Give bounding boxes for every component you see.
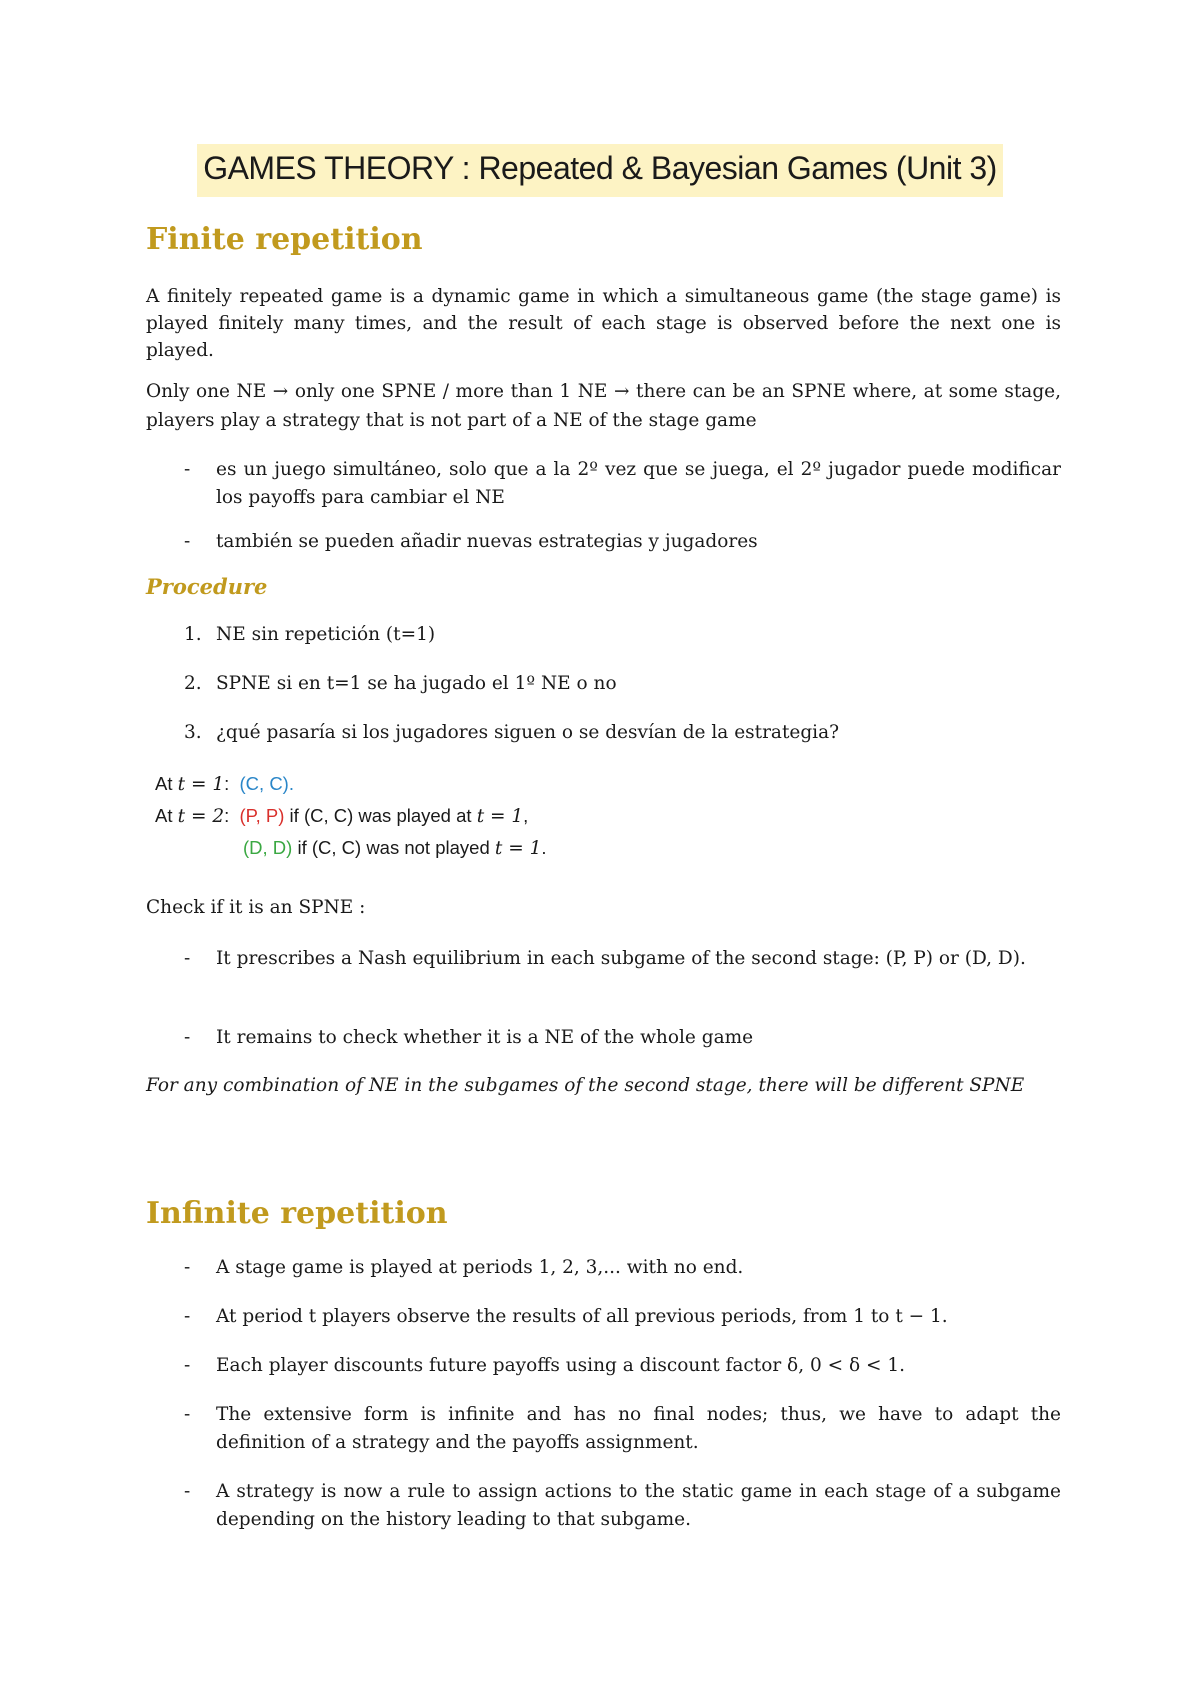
step-number: 2. bbox=[184, 673, 202, 694]
list-item-text: también se pueden añadir nuevas estrategias y jugadores bbox=[216, 531, 758, 552]
bullet-marker: - bbox=[184, 1027, 191, 1048]
list-item-text: It remains to check whether it is a NE of the whole game bbox=[216, 1027, 754, 1048]
list-item-text: A strategy is now a rule to assign actions to the static game in each stage of a subgame depending on the history leading to that subgame. bbox=[216, 1481, 1061, 1530]
math-expression: t = 2 bbox=[177, 806, 225, 827]
step-text: NE sin repetición (t=1) bbox=[216, 624, 436, 645]
list-item bbox=[146, 1254, 1061, 1282]
math-expression: t = 1 bbox=[494, 838, 542, 859]
strategy-line-2 bbox=[155, 800, 546, 832]
check-heading: Check if it is an SPNE : bbox=[146, 897, 366, 918]
strategy-text: if (C, C) was not played bbox=[292, 837, 495, 858]
list-item-text: At period t players observe the results of all previous periods, from 1 to t − 1. bbox=[216, 1306, 948, 1327]
list-item bbox=[146, 1401, 1061, 1457]
bullet-marker: - bbox=[184, 1257, 191, 1278]
list-item-text: Each player discounts future payoffs using a discount factor δ, 0 < δ < 1. bbox=[216, 1355, 906, 1376]
strategy-line-3 bbox=[155, 832, 546, 864]
list-item bbox=[146, 1024, 1061, 1052]
list-item-text: A stage game is played at periods 1, 2, 3,... with no end. bbox=[216, 1257, 744, 1278]
list-item bbox=[146, 945, 1061, 973]
math-expression: t = 1 bbox=[476, 806, 524, 827]
list-item bbox=[146, 1352, 1061, 1380]
list-item-text: The extensive form is infinite and has no final nodes; thus, we have to adapt the definition of a strategy and the payoffs assignment. bbox=[216, 1404, 1061, 1453]
title-container bbox=[0, 144, 1200, 197]
bullet-marker: - bbox=[184, 1404, 191, 1425]
finite-intro: A finitely repeated game is a dynamic game in which a simultaneous game (the stage game) is played finitely many times, and the result of each stage is observed before the next one is played. bbox=[146, 286, 1061, 361]
bullet-marker: - bbox=[184, 531, 191, 552]
numbered-item bbox=[146, 719, 1061, 747]
bullet-marker: - bbox=[184, 1481, 191, 1502]
strategy-text: . bbox=[541, 837, 547, 858]
strategy-text: At bbox=[155, 805, 178, 826]
infinite-heading: Infinite repetition bbox=[146, 1196, 448, 1231]
strategy-line-1 bbox=[155, 768, 546, 800]
list-item bbox=[146, 1303, 1061, 1331]
finite-heading: Finite repetition bbox=[146, 222, 423, 257]
step-number: 3. bbox=[184, 722, 202, 743]
strategy-text: At bbox=[155, 773, 178, 794]
bullet-marker: - bbox=[184, 948, 191, 969]
strategy-text: , bbox=[523, 805, 529, 826]
strategy-text: if (C, C) was played at bbox=[284, 805, 477, 826]
procedure-heading: Procedure bbox=[146, 574, 268, 599]
strategy-text: : bbox=[224, 773, 240, 794]
strategy-profile-pp: (P, P) bbox=[239, 805, 285, 826]
step-text: SPNE si en t=1 se ha jugado el 1º NE o no bbox=[216, 673, 617, 694]
numbered-item bbox=[146, 670, 1061, 698]
list-item bbox=[146, 528, 1061, 556]
strategy-figure bbox=[155, 768, 546, 864]
bullet-marker: - bbox=[184, 1355, 191, 1376]
step-number: 1. bbox=[184, 624, 202, 645]
strategy-profile-cc: (C, C). bbox=[239, 773, 294, 794]
strategy-text: : bbox=[224, 805, 240, 826]
bullet-marker: - bbox=[184, 459, 191, 480]
list-item bbox=[146, 1478, 1061, 1534]
strategy-profile-dd: (D, D) bbox=[243, 837, 293, 858]
list-item-text: es un juego simultáneo, solo que a la 2º vez que se juega, el 2º jugador puede modificar los payoffs para cambiar el NE bbox=[216, 459, 1061, 508]
list-item bbox=[146, 456, 1061, 512]
math-expression: t = 1 bbox=[177, 774, 225, 795]
document-title: GAMES THEORY : Repeated & Bayesian Games (Unit 3) bbox=[197, 144, 1003, 197]
ne-rule: Only one NE → only one SPNE / more than 1 NE → there can be an SPNE where, at some stage, players play a strategy that is not part of a NE of the stage game bbox=[146, 381, 1061, 431]
spne-note: For any combination of NE in the subgames of the second stage, there will be different SPNE bbox=[146, 1075, 1025, 1096]
bullet-marker: - bbox=[184, 1306, 191, 1327]
step-text: ¿qué pasaría si los jugadores siguen o se desvían de la estrategia? bbox=[216, 722, 840, 743]
numbered-item bbox=[146, 621, 1061, 649]
list-item-text: It prescribes a Nash equilibrium in each subgame of the second stage: (P, P) or (D, D). bbox=[216, 948, 1026, 969]
